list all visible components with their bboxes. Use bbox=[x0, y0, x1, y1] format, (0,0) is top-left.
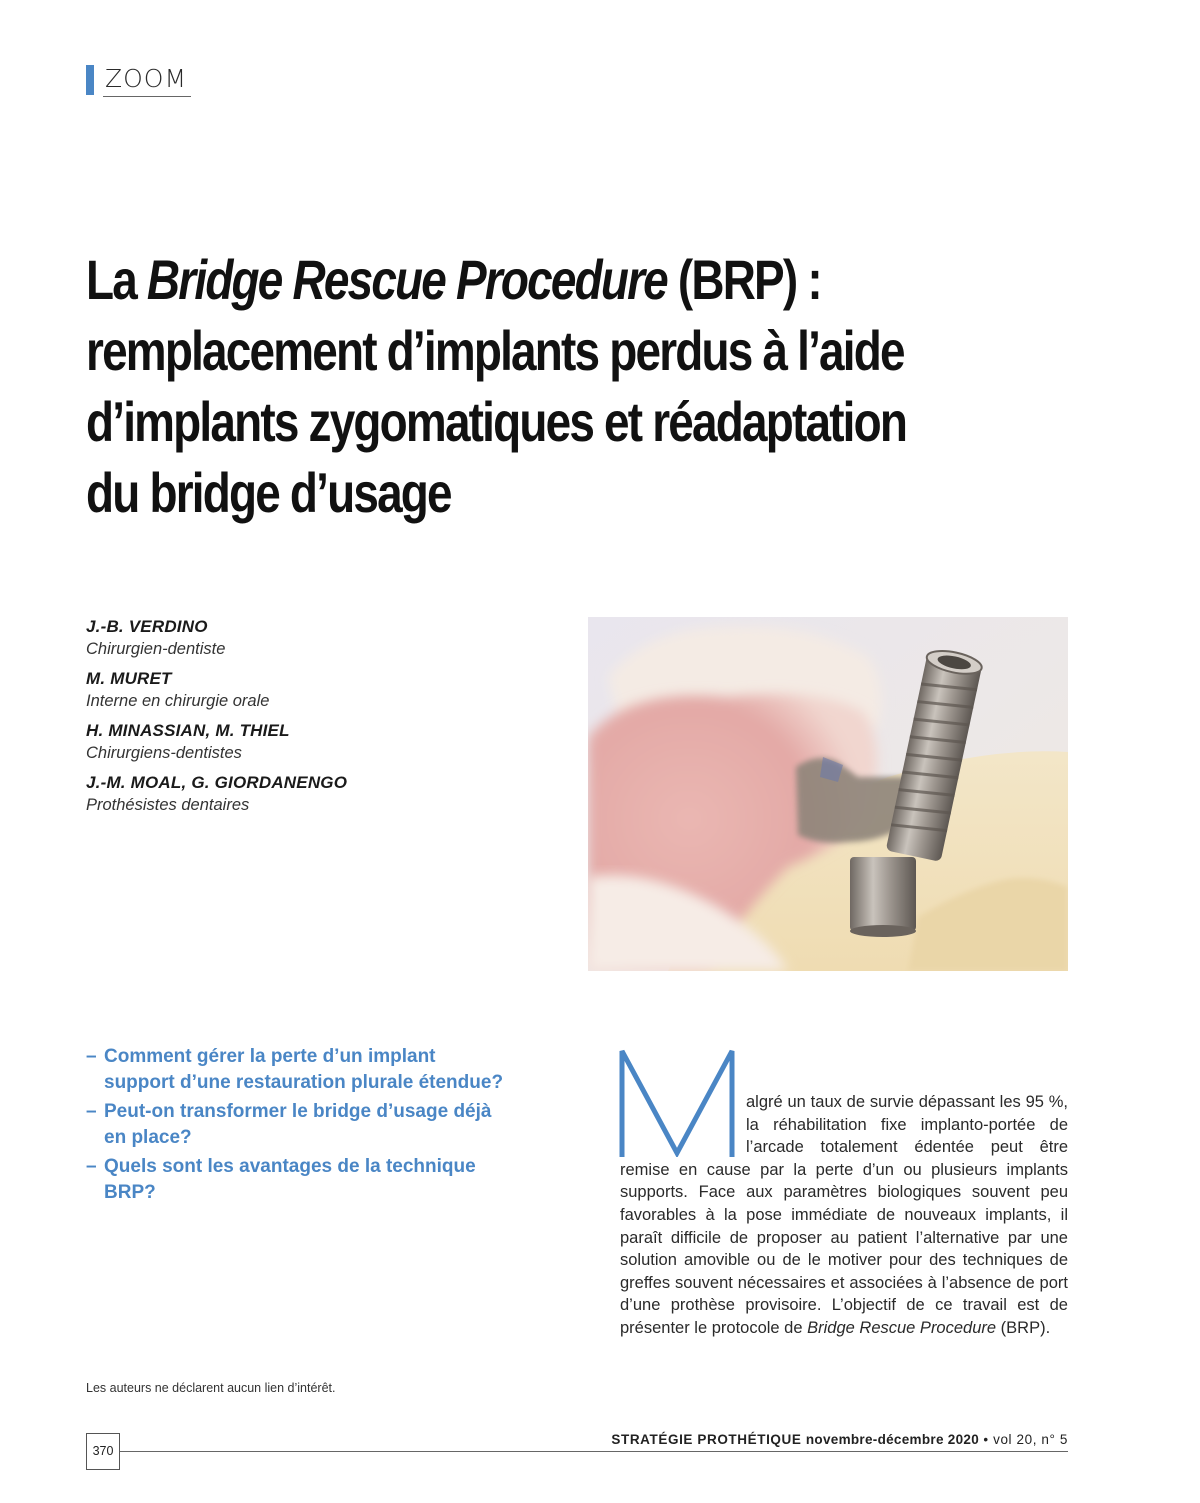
page-number: 370 bbox=[86, 1433, 120, 1470]
conflict-of-interest-statement: Les auteurs ne déclarent aucun lien d’intérêt. bbox=[86, 1381, 336, 1395]
author-name: M. MURET bbox=[86, 669, 172, 688]
title-line-3: d’implants zygomatiques et réadaptation bbox=[86, 390, 907, 453]
question-text: Quels sont les avantages de la technique BRP? bbox=[104, 1156, 476, 1203]
issue-date: novembre-décembre 2020 bbox=[805, 1432, 980, 1447]
title-line-2: remplacement d’implants perdus à l’aide bbox=[86, 319, 904, 382]
author-entry bbox=[86, 772, 466, 816]
journal-footer bbox=[611, 1432, 1068, 1447]
author-list bbox=[86, 616, 466, 824]
intro-italic-term: Bridge Rescue Procedure bbox=[807, 1318, 997, 1337]
author-role: Interne en chirurgie orale bbox=[86, 692, 270, 710]
dropcap-letter-m bbox=[618, 1047, 736, 1157]
author-name: H. MINASSIAN, M. THIEL bbox=[86, 721, 290, 740]
key-questions bbox=[86, 1044, 506, 1209]
article-photo bbox=[588, 617, 1068, 971]
dash-bullet: – bbox=[86, 1156, 97, 1177]
section-accent-bar bbox=[86, 65, 94, 95]
question-item bbox=[86, 1099, 506, 1151]
article-title bbox=[86, 244, 1037, 528]
question-item bbox=[86, 1044, 506, 1096]
author-name: J.-M. MOAL, G. GIORDANENGO bbox=[86, 773, 348, 792]
author-role: Chirurgiens-dentistes bbox=[86, 744, 242, 762]
question-item bbox=[86, 1154, 506, 1206]
section-label: ZOOM bbox=[103, 64, 191, 97]
title-italic-term: Bridge Rescue Procedure bbox=[146, 248, 667, 311]
section-tag bbox=[86, 64, 191, 96]
question-text: Comment gérer la perte d’un implant support d’une restauration plurale étendue? bbox=[104, 1046, 504, 1093]
author-entry bbox=[86, 720, 466, 764]
title-line-4: du bridge d’usage bbox=[86, 461, 451, 524]
author-role: Chirurgien-dentiste bbox=[86, 640, 226, 658]
dash-bullet: – bbox=[86, 1046, 97, 1067]
journal-name: STRATÉGIE PROTHÉTIQUE bbox=[611, 1432, 802, 1447]
dental-implant-photo-illustration bbox=[588, 617, 1068, 971]
footer-separator: • bbox=[983, 1432, 989, 1447]
question-text: Peut-on transformer le bridge d’usage déjà en place? bbox=[104, 1101, 492, 1148]
author-entry bbox=[86, 616, 466, 660]
author-entry bbox=[86, 668, 466, 712]
dash-bullet: – bbox=[86, 1101, 97, 1122]
intro-paragraph: algré un taux de survie dépassant les 95 %, la réhabilitation fixe implanto-portée de l’arcade totalement édentée peut être remise en cause par la perte d’un ou plusieurs implants supports. Face aux paramètres biologiques souvent peu favorables à la pose immédiate de nouveaux implants, il paraît difficile de proposer au patient l’alternative par une solution amovible ou de le motiver pour des techniques de greffes souvent nécessaires et associées à l’absence de port d’une prothèse provisoire. L’objectif de ce travail est de présenter le protocole de Bridge Rescue Procedure (BRP). bbox=[620, 1047, 1068, 1340]
footer-rule bbox=[120, 1451, 1068, 1452]
title-line-1: La Bridge Rescue Procedure (BRP) : bbox=[86, 248, 821, 311]
author-name: J.-B. VERDINO bbox=[86, 617, 208, 636]
intro-text: algré un taux de survie dépassant les 95 %, la réhabilitation fixe implanto-portée de l’arcade totalement édentée peut être remise en cause par la perte d’un ou plusieurs implants supports. Face aux paramètres biologiques souvent peu favorables à la pose immédiate de nouveaux implants, il paraît difficile de proposer au patient l’alternative par une solution amovible ou de le motiver pour des techniques de greffes souvent nécessaires et associées à l’absence de port d’une prothèse provisoire. L’objectif de ce travail est de présenter le protocole de bbox=[620, 1093, 1068, 1337]
issue-volume: vol 20, n° 5 bbox=[993, 1432, 1068, 1447]
author-role: Prothésistes dentaires bbox=[86, 796, 250, 814]
